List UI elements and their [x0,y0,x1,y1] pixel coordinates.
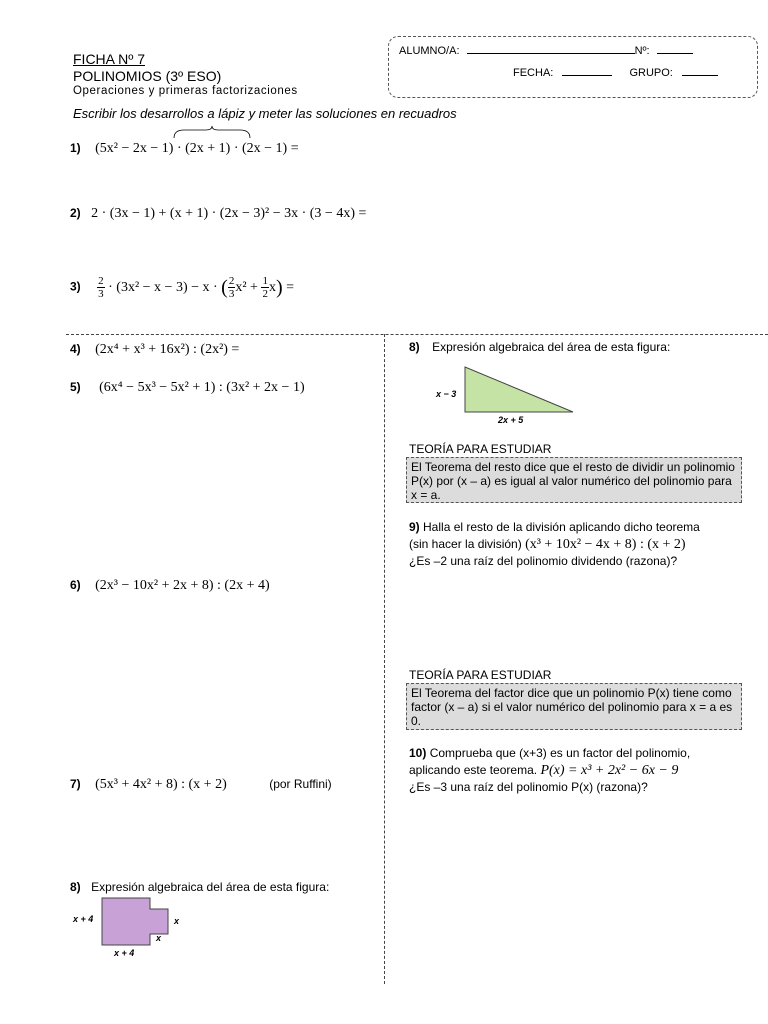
exercise-expression: $\frac{2}{3}$ · (3x² − x − 3) − x · ( $\frac{2}{3}$ x² + $\frac{1}{2}$ x) = [98,275,295,300]
expr-part: · (3x² − x − 3) − x · [108,279,218,295]
exercise-number: 10) [409,746,427,760]
grupo-label: GRUPO: [629,67,673,79]
figure-label: x − 3 [436,389,457,399]
num-blank[interactable] [657,43,693,54]
brace-decoration [172,126,252,140]
figure-label: x [156,933,162,943]
exercise-text: Halla el resto de la división aplicando dicho teorema [423,520,700,534]
fraction: $\frac{2}{3}$ [228,275,235,300]
exercise-4 [70,340,239,358]
exercise-expression: (5x³ + 4x² + 8) : (x + 2) [95,777,227,792]
expr-part: x [268,279,276,295]
exercise-expression: (6x⁴ − 5x³ − 5x² + 1) : (3x² + 2x − 1) [99,380,305,395]
theory-box: El Teorema del factor dice que un polinomio P(x) tiene como factor (x – a) si el valor numérico del polinomio para x = a es 0. [406,683,742,730]
exercise-number: 6) [70,578,81,592]
num-label: Nº: [634,45,650,57]
exercise-expression: (2x⁴ + x³ + 16x²) : (2x²) = [95,342,240,357]
alumno-blank[interactable] [467,43,635,54]
exercise-number: 9) [409,520,420,534]
alumno-label: ALUMNO/A: [399,45,460,57]
theory-title: TEORÍA PARA ESTUDIAR [409,668,552,682]
exercise-expression: (2x³ − 10x² + 2x + 8) : (2x + 4) [95,578,270,593]
theory-title: TEORÍA PARA ESTUDIAR [409,442,552,456]
sheet-subtitle: POLINOMIOS (3º ESO) [73,68,222,84]
sheet-title: FICHA Nº 7 [73,51,146,67]
exercise-3 [70,275,294,300]
exercise-8-right [409,338,670,356]
exercise-question: ¿Es –2 una raíz del polinomio dividendo (razona)? [409,554,678,568]
exercise-number: 8) [70,880,81,894]
exercise-6 [70,576,270,594]
exercise-number: 4) [70,342,81,356]
expr-part: x² + [235,279,258,295]
figure-label: x + 4 [114,948,135,958]
exercise-2 [70,204,366,222]
exercise-text: aplicando este teorema. [409,763,538,777]
exercise-number: 2) [70,206,81,220]
fecha-label: FECHA: [513,67,554,79]
theory-box: El Teorema del resto dice que el resto de dividir un polinomio P(x) por (x – a) es igual al valor numérico del polinomio para x = a. [406,457,742,503]
exercise-text: Comprueba que (x+3) es un factor del polinomio, [429,746,691,760]
exercise-text: Expresión algebraica del área de esta figura: [432,340,671,354]
sheet-topic: Operaciones y primeras factorizaciones [73,85,298,97]
fecha-line [513,65,718,79]
fecha-blank[interactable] [562,65,612,76]
exercise-number: 8) [409,340,420,354]
exercise-10 [409,745,754,796]
alumno-line [399,43,693,57]
figure-label: 2x + 5 [498,415,524,425]
fraction: $\frac{1}{2}$ [262,275,268,300]
exercise-8-left [70,878,329,896]
exercise-7 [70,775,332,793]
exercise-expression: (x³ + 10x² − 4x + 8) : (x + 2) [525,537,686,552]
figure-label: x [174,916,180,926]
exercise-5 [70,378,305,396]
exercise-number: 3) [70,279,81,294]
exercise-question: ¿Es –3 una raíz del polinomio P(x) (razona)? [409,780,648,794]
exercise-1 [70,139,299,157]
fraction: $\frac{2}{3}$ [98,275,104,300]
ruffini-note: (por Ruffini) [269,777,332,791]
exercise-expression: P(x) = x³ + 2x² − 6x − 9 [540,763,679,778]
vertical-divider [384,334,385,984]
figure-label: x + 4 [73,914,94,924]
exercise-number: 5) [70,380,81,394]
grupo-blank[interactable] [682,65,718,76]
exercise-expression: (5x² − 2x − 1) · (2x + 1) · (2x − 1) = [95,141,299,156]
area-figure-purple [70,895,190,960]
student-info-box [388,36,758,98]
horizontal-divider [66,334,768,335]
exercise-text: (sin hacer la división) [409,537,522,551]
exercise-expression: 2 · (3x − 1) + (x + 1) · (2x − 3)² − 3x · (3 − 4x) = [91,206,367,221]
exercise-number: 7) [70,777,81,791]
exercise-9 [409,519,749,570]
exercise-text: Expresión algebraica del área de esta figura: [91,880,330,894]
exercise-number: 1) [70,141,81,155]
instructions: Escribir los desarrollos a lápiz y meter las soluciones en recuadros [73,106,457,121]
area-figure-triangle [430,362,580,428]
expr-part: = [286,279,295,295]
